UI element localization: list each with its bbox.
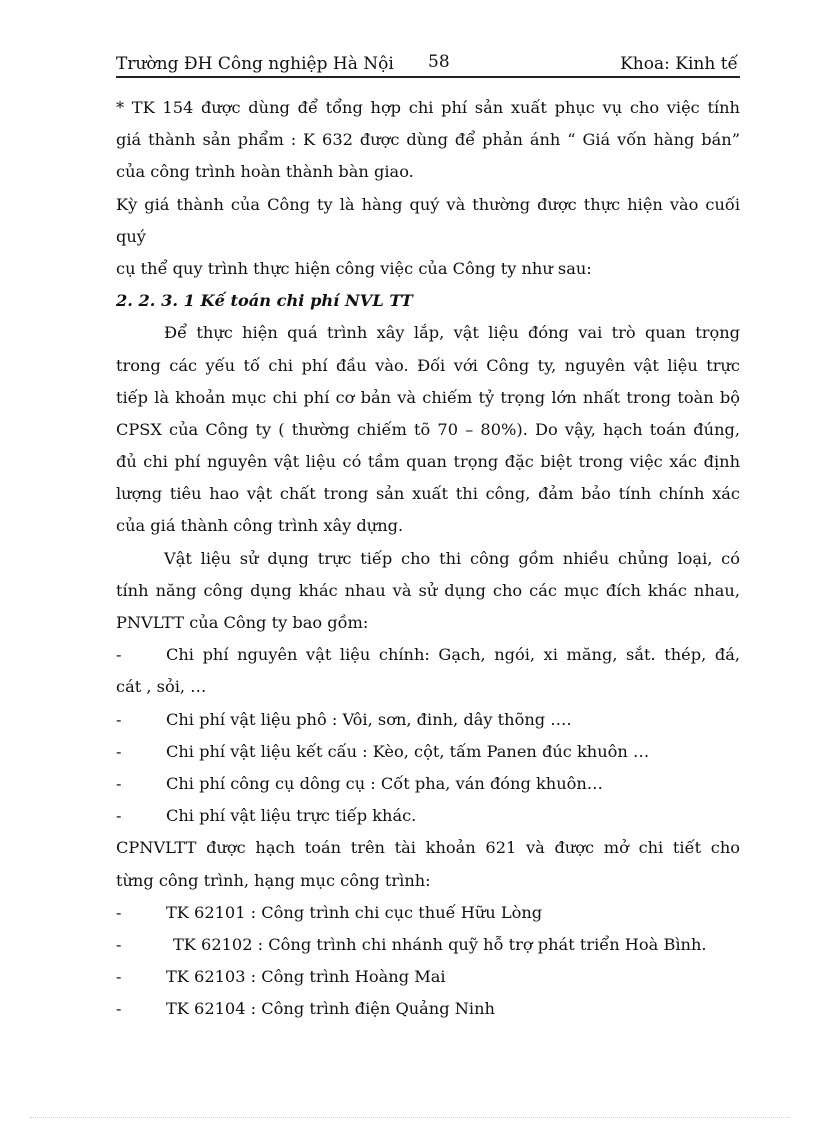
paragraph-line: của giá thành công trình xây dựng. bbox=[116, 516, 404, 536]
body-line: Kỳ giá thành của Công ty là hàng quý và thường được thực hiện vào cuối bbox=[116, 194, 740, 214]
page-bottom-divider bbox=[30, 1117, 790, 1118]
body-line: quý bbox=[116, 226, 146, 246]
list-item-text: Chi phí nguyên vật liệu chính: Gạch, ngói, xi măng, sắt. thép, đá, bbox=[166, 645, 740, 665]
bullet-dash: - bbox=[116, 709, 122, 729]
paragraph-line: Để thực hiện quá trình xây lắp, vật liệu đóng vai trò quan trọng bbox=[164, 323, 740, 343]
body-line: * TK 154 được dùng để tổng hợp chi phí sản xuất phục vụ cho việc tính bbox=[116, 98, 740, 117]
bullet-dash: - bbox=[116, 934, 122, 954]
list-item-text: Chi phí vật liệu kết cấu : Kèo, cột, tấm Panen đúc khuôn … bbox=[166, 741, 650, 761]
account-item-text: TK 62101 : Công trình chi cục thuế Hữu Lòng bbox=[166, 902, 543, 922]
list-item-text: Chi phí vật liệu trực tiếp khác. bbox=[166, 806, 417, 826]
bullet-dash: - bbox=[116, 806, 122, 826]
list-item-text: Chi phí vật liệu phô : Vôi, sơn, đinh, dây thõng …. bbox=[166, 709, 572, 729]
bullet-dash: - bbox=[116, 741, 122, 761]
header-school-name: Trường ĐH Công nghiệp Hà Nội bbox=[116, 54, 394, 74]
list-item bbox=[116, 736, 740, 768]
header-faculty: Khoa: Kinh tế bbox=[620, 54, 738, 74]
bullet-dash: - bbox=[116, 645, 122, 665]
account-item-text: TK 62103 : Công trình Hoàng Mai bbox=[166, 967, 446, 987]
account-list-item bbox=[116, 897, 740, 929]
paragraph-line: tính năng công dụng khác nhau và sử dụng cho các mục đích khác nhau, bbox=[116, 580, 740, 600]
paragraph-line: CPNVLTT được hạch toán trên tài khoản 621 và được mở chi tiết cho bbox=[116, 838, 740, 858]
paragraph-line: CPSX của Công ty ( thường chiếm tõ 70 – 80%). Do vậy, hạch toán đúng, bbox=[116, 419, 740, 439]
paragraph-line: đủ chi phí nguyên vật liệu có tầm quan trọng đặc biệt trong việc xác định bbox=[116, 452, 740, 472]
list-item bbox=[116, 800, 740, 832]
paragraph-line: tiếp là khoản mục chi phí cơ bản và chiếm tỷ trọng lớn nhất trong toàn bộ bbox=[116, 387, 740, 407]
paragraph-line: lượng tiêu hao vật chất trong sản xuất thi công, đảm bảo tính chính xác bbox=[116, 484, 740, 504]
paragraph-line: từng công trình, hạng mục công trình: bbox=[116, 870, 431, 890]
list-item-continuation: cát , sỏi, … bbox=[116, 677, 207, 697]
account-item-text: TK 62102 : Công trình chi nhánh quỹ hỗ trợ phát triển Hoà Bình. bbox=[173, 934, 707, 954]
account-list-item bbox=[116, 993, 740, 1025]
paragraph-line: PNVLTT của Công ty bao gồm: bbox=[116, 613, 369, 632]
bullet-dash: - bbox=[116, 902, 122, 922]
page-header bbox=[116, 52, 740, 78]
body-line: cụ thể quy trình thực hiện công việc của Công ty như sau: bbox=[116, 258, 592, 278]
page-number: 58 bbox=[428, 52, 450, 72]
paragraph-line: trong các yếu tố chi phí đầu vào. Đối với Công ty, nguyên vật liệu trực bbox=[116, 355, 740, 375]
list-item-text: Chi phí công cụ dông cụ : Cốt pha, ván đóng khuôn… bbox=[166, 773, 603, 793]
list-item bbox=[116, 704, 740, 736]
section-heading: 2. 2. 3. 1 Kế toán chi phí NVL TT bbox=[116, 291, 413, 311]
body-line: giá thành sản phẩm : K 632 được dùng để phản ánh “ Giá vốn hàng bán” bbox=[116, 130, 740, 150]
list-item bbox=[116, 639, 740, 671]
bullet-dash: - bbox=[116, 967, 122, 987]
body-line: của công trình hoàn thành bàn giao. bbox=[116, 162, 414, 182]
document-body bbox=[116, 92, 740, 1025]
account-item-text: TK 62104 : Công trình điện Quảng Ninh bbox=[166, 999, 495, 1019]
bullet-dash: - bbox=[116, 999, 122, 1019]
account-list-item bbox=[116, 929, 740, 961]
bullet-dash: - bbox=[116, 773, 122, 793]
account-list-item bbox=[116, 961, 740, 993]
list-item bbox=[116, 768, 740, 800]
paragraph-line: Vật liệu sử dụng trực tiếp cho thi công gồm nhiều chủng loại, có bbox=[164, 548, 740, 568]
